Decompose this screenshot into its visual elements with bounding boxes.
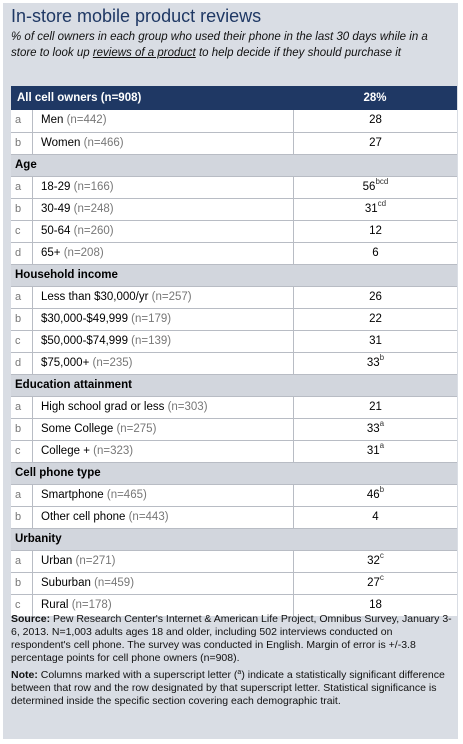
note-pre: Columns marked with a superscript letter ( (37, 669, 238, 681)
row-label (41, 331, 171, 352)
row-label-text: Rural (41, 599, 69, 611)
table-row (11, 550, 457, 572)
row-sample-size: (n=166) (73, 181, 114, 193)
row-label-text: Suburban (41, 577, 91, 589)
subtitle-pre: % of cell owners in each group who used their phone in the last 30 days while in a store to look up (11, 31, 428, 59)
significance-superscript: bcd (375, 177, 389, 186)
subtitle-emphasis: reviews of a product (92, 47, 196, 59)
row-label (41, 573, 134, 594)
header-value: 28% (363, 92, 387, 104)
row-value (293, 419, 457, 440)
table-row (11, 440, 457, 462)
row-letter: a (11, 397, 33, 418)
row-label-text: $50,000-$74,999 (41, 335, 128, 347)
row-value (293, 110, 457, 132)
row-sample-size: (n=443) (128, 511, 169, 523)
row-value-number: 33 (366, 357, 380, 369)
table-row (11, 308, 457, 330)
row-value (293, 573, 457, 594)
source-text: Pew Research Center's Internet & American Life Project, Omnibus Survey, January 3-6, 2013. N=1,003 adults ages 18 and older, including 502 interviews conducted on respondent's cell phone. The survey was conducted in English. Margin of error is +/-3.8 percentage points for cell phone owners (n=908). (11, 613, 452, 664)
row-letter: c (11, 221, 33, 242)
row-sample-size: (n=248) (73, 203, 114, 215)
row-letter: b (11, 133, 33, 154)
significance-superscript: b (379, 353, 385, 362)
row-label-text: Men (41, 114, 64, 126)
note-superscript: a (237, 669, 242, 676)
row-label (41, 441, 133, 462)
row-value (293, 243, 457, 264)
table-row (11, 176, 457, 198)
row-value (293, 221, 457, 242)
row-sample-size: (n=442) (66, 114, 107, 126)
table-row (11, 110, 457, 132)
row-value-number: 31 (369, 335, 382, 347)
row-sample-size: (n=139) (131, 335, 172, 347)
row-value-number: 22 (369, 313, 382, 325)
row-letter: a (11, 485, 33, 506)
row-sample-size: (n=179) (131, 313, 172, 325)
row-label (41, 221, 114, 242)
table-row (11, 506, 457, 528)
table-row (11, 198, 457, 220)
section-heading-label: Household income (15, 269, 118, 281)
row-letter: b (11, 507, 33, 528)
row-label-text: Less than $30,000/yr (41, 291, 149, 303)
header-label: All cell owners (n=908) (17, 92, 142, 104)
row-letter: c (11, 441, 33, 462)
row-sample-size: (n=208) (63, 247, 104, 259)
row-label (41, 199, 114, 220)
row-label-text: 50-64 (41, 225, 71, 237)
section-heading-label: Cell phone type (15, 467, 101, 479)
row-letter: d (11, 353, 33, 374)
row-value-number: 31 (366, 445, 380, 457)
row-value (293, 397, 457, 418)
row-value-number: 28 (369, 114, 382, 126)
row-label-text: 18-29 (41, 181, 71, 193)
row-letter: b (11, 573, 33, 594)
source-notes (11, 613, 455, 708)
table-row (11, 352, 457, 374)
significance-superscript: b (379, 485, 385, 494)
row-label-text: 65+ (41, 247, 61, 259)
row-sample-size: (n=323) (93, 445, 134, 457)
row-value-number: 26 (369, 291, 382, 303)
row-letter: c (11, 331, 33, 352)
table-row (11, 418, 457, 440)
subtitle-post: to help decide if they should purchase it (195, 47, 401, 59)
row-label-text: Other cell phone (41, 511, 126, 523)
row-value-number: 46 (366, 489, 380, 501)
row-letter: a (11, 177, 33, 198)
table-row (11, 286, 457, 308)
row-letter: a (11, 110, 33, 132)
row-value (293, 485, 457, 506)
row-sample-size: (n=260) (73, 225, 114, 237)
row-value (293, 441, 457, 462)
row-value (293, 177, 457, 198)
row-value (293, 133, 457, 154)
report-panel (3, 3, 458, 739)
section-heading-label: Urbanity (15, 533, 62, 545)
section-heading (11, 462, 457, 484)
row-value-number: 6 (372, 247, 379, 259)
row-value-number: 31 (364, 203, 378, 215)
section-heading-label: Education attainment (15, 379, 132, 391)
row-label-text: College + (41, 445, 90, 457)
row-label (41, 243, 104, 264)
row-value-number: 4 (372, 511, 379, 523)
row-label-text: 30-49 (41, 203, 71, 215)
row-letter: a (11, 551, 33, 572)
row-letter: b (11, 419, 33, 440)
row-label-text: Urban (41, 555, 73, 567)
row-value-number: 12 (369, 225, 382, 237)
source-paragraph (11, 613, 455, 665)
row-sample-size: (n=257) (151, 291, 192, 303)
note-label: Note: (11, 669, 38, 681)
row-label (41, 397, 208, 418)
row-label (41, 309, 171, 330)
row-label (41, 507, 169, 528)
row-sample-size: (n=465) (106, 489, 147, 501)
row-label-text: Smartphone (41, 489, 104, 501)
note-post: ) indicate a statistically significant difference between that row and the row designated by that superscript letter. Statistical significance is determined inside the specific section covering each demographic trait. (11, 669, 445, 707)
results-table (11, 86, 457, 616)
row-sample-size: (n=303) (167, 401, 208, 413)
row-sample-size: (n=235) (92, 357, 133, 369)
row-value (293, 309, 457, 330)
row-sample-size: (n=466) (83, 137, 124, 149)
section-heading (11, 264, 457, 286)
table-row (11, 330, 457, 352)
significance-superscript: c (379, 551, 384, 560)
row-value-number: 56 (362, 181, 376, 193)
row-value-number: 27 (367, 577, 380, 589)
table-body (11, 110, 457, 616)
table-header-row (11, 86, 457, 110)
significance-superscript: a (379, 441, 385, 450)
row-label (41, 419, 156, 440)
row-sample-size: (n=271) (75, 555, 116, 567)
row-label-text: $75,000+ (41, 357, 90, 369)
row-value-number: 32 (367, 555, 380, 567)
table-row (11, 220, 457, 242)
row-label-text: High school grad or less (41, 401, 165, 413)
row-value-number: 21 (369, 401, 382, 413)
row-label (41, 177, 114, 198)
note-paragraph (11, 669, 455, 708)
row-label (41, 551, 116, 572)
section-heading-label: Age (15, 159, 37, 171)
row-letter: b (11, 309, 33, 330)
table-row (11, 484, 457, 506)
table-row (11, 396, 457, 418)
row-label (41, 133, 124, 154)
page-title: In-store mobile product reviews (11, 6, 262, 26)
row-letter: a (11, 287, 33, 308)
row-sample-size: (n=459) (94, 577, 135, 589)
row-value (293, 287, 457, 308)
significance-superscript: cd (377, 199, 387, 208)
row-label (41, 287, 192, 308)
row-value-number: 33 (366, 423, 380, 435)
row-letter: d (11, 243, 33, 264)
row-label (41, 353, 132, 374)
row-letter: b (11, 199, 33, 220)
significance-superscript: c (379, 573, 384, 582)
row-label-text: $30,000-$49,999 (41, 313, 128, 325)
row-value (293, 331, 457, 352)
section-heading (11, 154, 457, 176)
page-subtitle (11, 29, 455, 61)
row-label (41, 110, 107, 131)
row-value (293, 551, 457, 572)
table-row (11, 242, 457, 264)
row-label-text: Women (41, 137, 81, 149)
significance-superscript: a (379, 419, 385, 428)
row-value (293, 507, 457, 528)
row-label (41, 485, 147, 506)
table-row (11, 132, 457, 154)
section-heading (11, 528, 457, 550)
section-heading (11, 374, 457, 396)
row-label-text: Some College (41, 423, 114, 435)
source-label: Source: (11, 613, 51, 625)
row-sample-size: (n=178) (71, 599, 112, 611)
row-value (293, 199, 457, 220)
row-value-number: 27 (369, 137, 382, 149)
row-letter: c (11, 595, 33, 616)
table-row (11, 572, 457, 594)
row-sample-size: (n=275) (116, 423, 157, 435)
row-value (293, 353, 457, 374)
row-value-number: 18 (369, 599, 382, 611)
